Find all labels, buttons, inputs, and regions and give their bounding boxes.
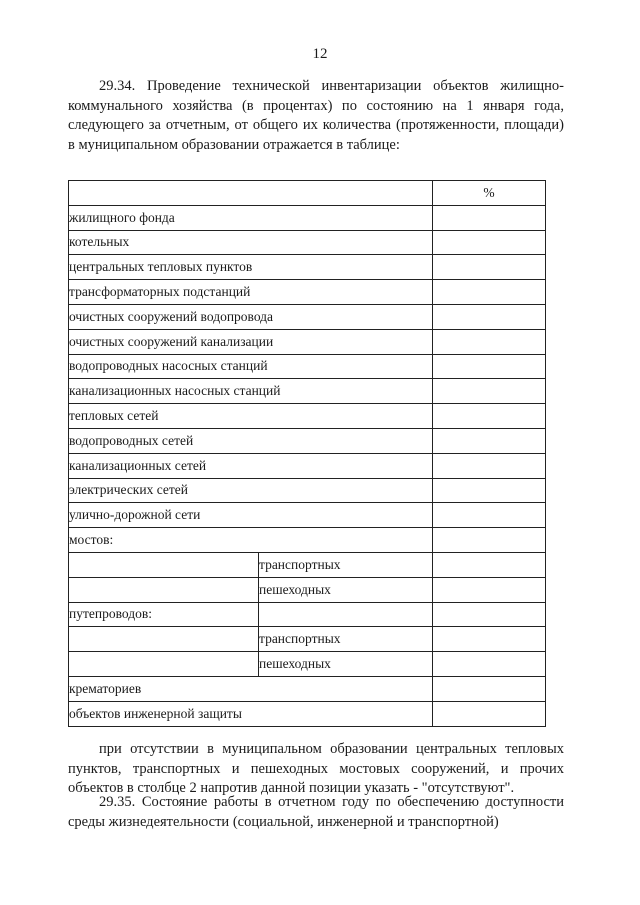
bridges-row — [69, 528, 546, 553]
table-row — [69, 404, 546, 429]
intro-paragraph: 29.34. Проведение технической инвентаризации объектов жилищно-коммунального хозяйства (в процентах) по состоянию на 1 января года, следующего за отчетным, от общего их количества (протяженности, площади) в муниципальном образовании отражается в таблице: — [68, 78, 564, 153]
value-cell — [433, 230, 546, 255]
row-label: крематориев — [69, 676, 433, 701]
value-cell — [433, 280, 546, 305]
table-row — [69, 428, 546, 453]
sub-label: транспортных — [259, 627, 433, 652]
row-label: котельных — [69, 230, 433, 255]
next-section-paragraph: 29.35. Состояние работы в отчетном году по обеспечению доступности среды жизнедеятельности (социальной, инженерной и транспортной) — [68, 794, 564, 830]
sub-label: пешеходных — [259, 652, 433, 677]
value-cell — [433, 577, 546, 602]
empty-cell — [69, 552, 259, 577]
empty-cell — [69, 577, 259, 602]
value-cell — [433, 205, 546, 230]
row-label: канализационных сетей — [69, 453, 433, 478]
overpasses-row — [69, 602, 546, 627]
page-number: 12 — [312, 46, 328, 62]
inventory-table — [68, 180, 546, 727]
value-cell — [433, 354, 546, 379]
table-row — [69, 304, 546, 329]
value-cell — [433, 478, 546, 503]
row-label: канализационных насосных станций — [69, 379, 433, 404]
bridges-sub-row — [69, 552, 546, 577]
overpasses-label: путепроводов: — [69, 602, 259, 627]
value-cell — [433, 652, 546, 677]
overpasses-sub-row — [69, 627, 546, 652]
table-row — [69, 329, 546, 354]
value-cell — [433, 503, 546, 528]
table-row — [69, 453, 546, 478]
overpasses-sub-row — [69, 652, 546, 677]
value-cell — [433, 453, 546, 478]
table-row — [69, 701, 546, 726]
value-cell — [433, 329, 546, 354]
value-cell — [433, 428, 546, 453]
table-row — [69, 478, 546, 503]
row-label: электрических сетей — [69, 478, 433, 503]
table-row — [69, 230, 546, 255]
value-cell — [433, 676, 546, 701]
value-cell — [433, 602, 546, 627]
row-label: водопроводных сетей — [69, 428, 433, 453]
table-row — [69, 205, 546, 230]
value-cell — [433, 701, 546, 726]
row-label: объектов инженерной защиты — [69, 701, 433, 726]
table-row — [69, 280, 546, 305]
row-label: тепловых сетей — [69, 404, 433, 429]
table-row — [69, 676, 546, 701]
table-row — [69, 379, 546, 404]
value-cell — [433, 379, 546, 404]
row-label: улично-дорожной сети — [69, 503, 433, 528]
row-label: трансформаторных подстанций — [69, 280, 433, 305]
header-label-cell — [69, 181, 433, 206]
value-cell — [433, 255, 546, 280]
empty-cell — [69, 652, 259, 677]
note-paragraph: при отсутствии в муниципальном образовании центральных тепловых пунктов, транспортных и пешеходных мостовых сооружений, и прочих объектов в столбце 2 напротив данной позиции указать - "отсутствуют". — [68, 741, 564, 796]
value-cell — [433, 528, 546, 553]
row-label: очистных сооружений водопровода — [69, 304, 433, 329]
value-cell — [433, 627, 546, 652]
row-label: жилищного фонда — [69, 205, 433, 230]
table-row — [69, 503, 546, 528]
sub-label: транспортных — [259, 552, 433, 577]
table-header-row — [69, 181, 546, 206]
sub-label: пешеходных — [259, 577, 433, 602]
value-cell — [433, 404, 546, 429]
row-label: очистных сооружений канализации — [69, 329, 433, 354]
empty-cell — [69, 627, 259, 652]
row-label: центральных тепловых пунктов — [69, 255, 433, 280]
bridges-label: мостов: — [69, 528, 433, 553]
header-percent-cell: % — [433, 181, 546, 206]
empty-cell — [259, 602, 433, 627]
table-row — [69, 354, 546, 379]
value-cell — [433, 304, 546, 329]
table-row — [69, 255, 546, 280]
value-cell — [433, 552, 546, 577]
row-label: водопроводных насосных станций — [69, 354, 433, 379]
bridges-sub-row — [69, 577, 546, 602]
